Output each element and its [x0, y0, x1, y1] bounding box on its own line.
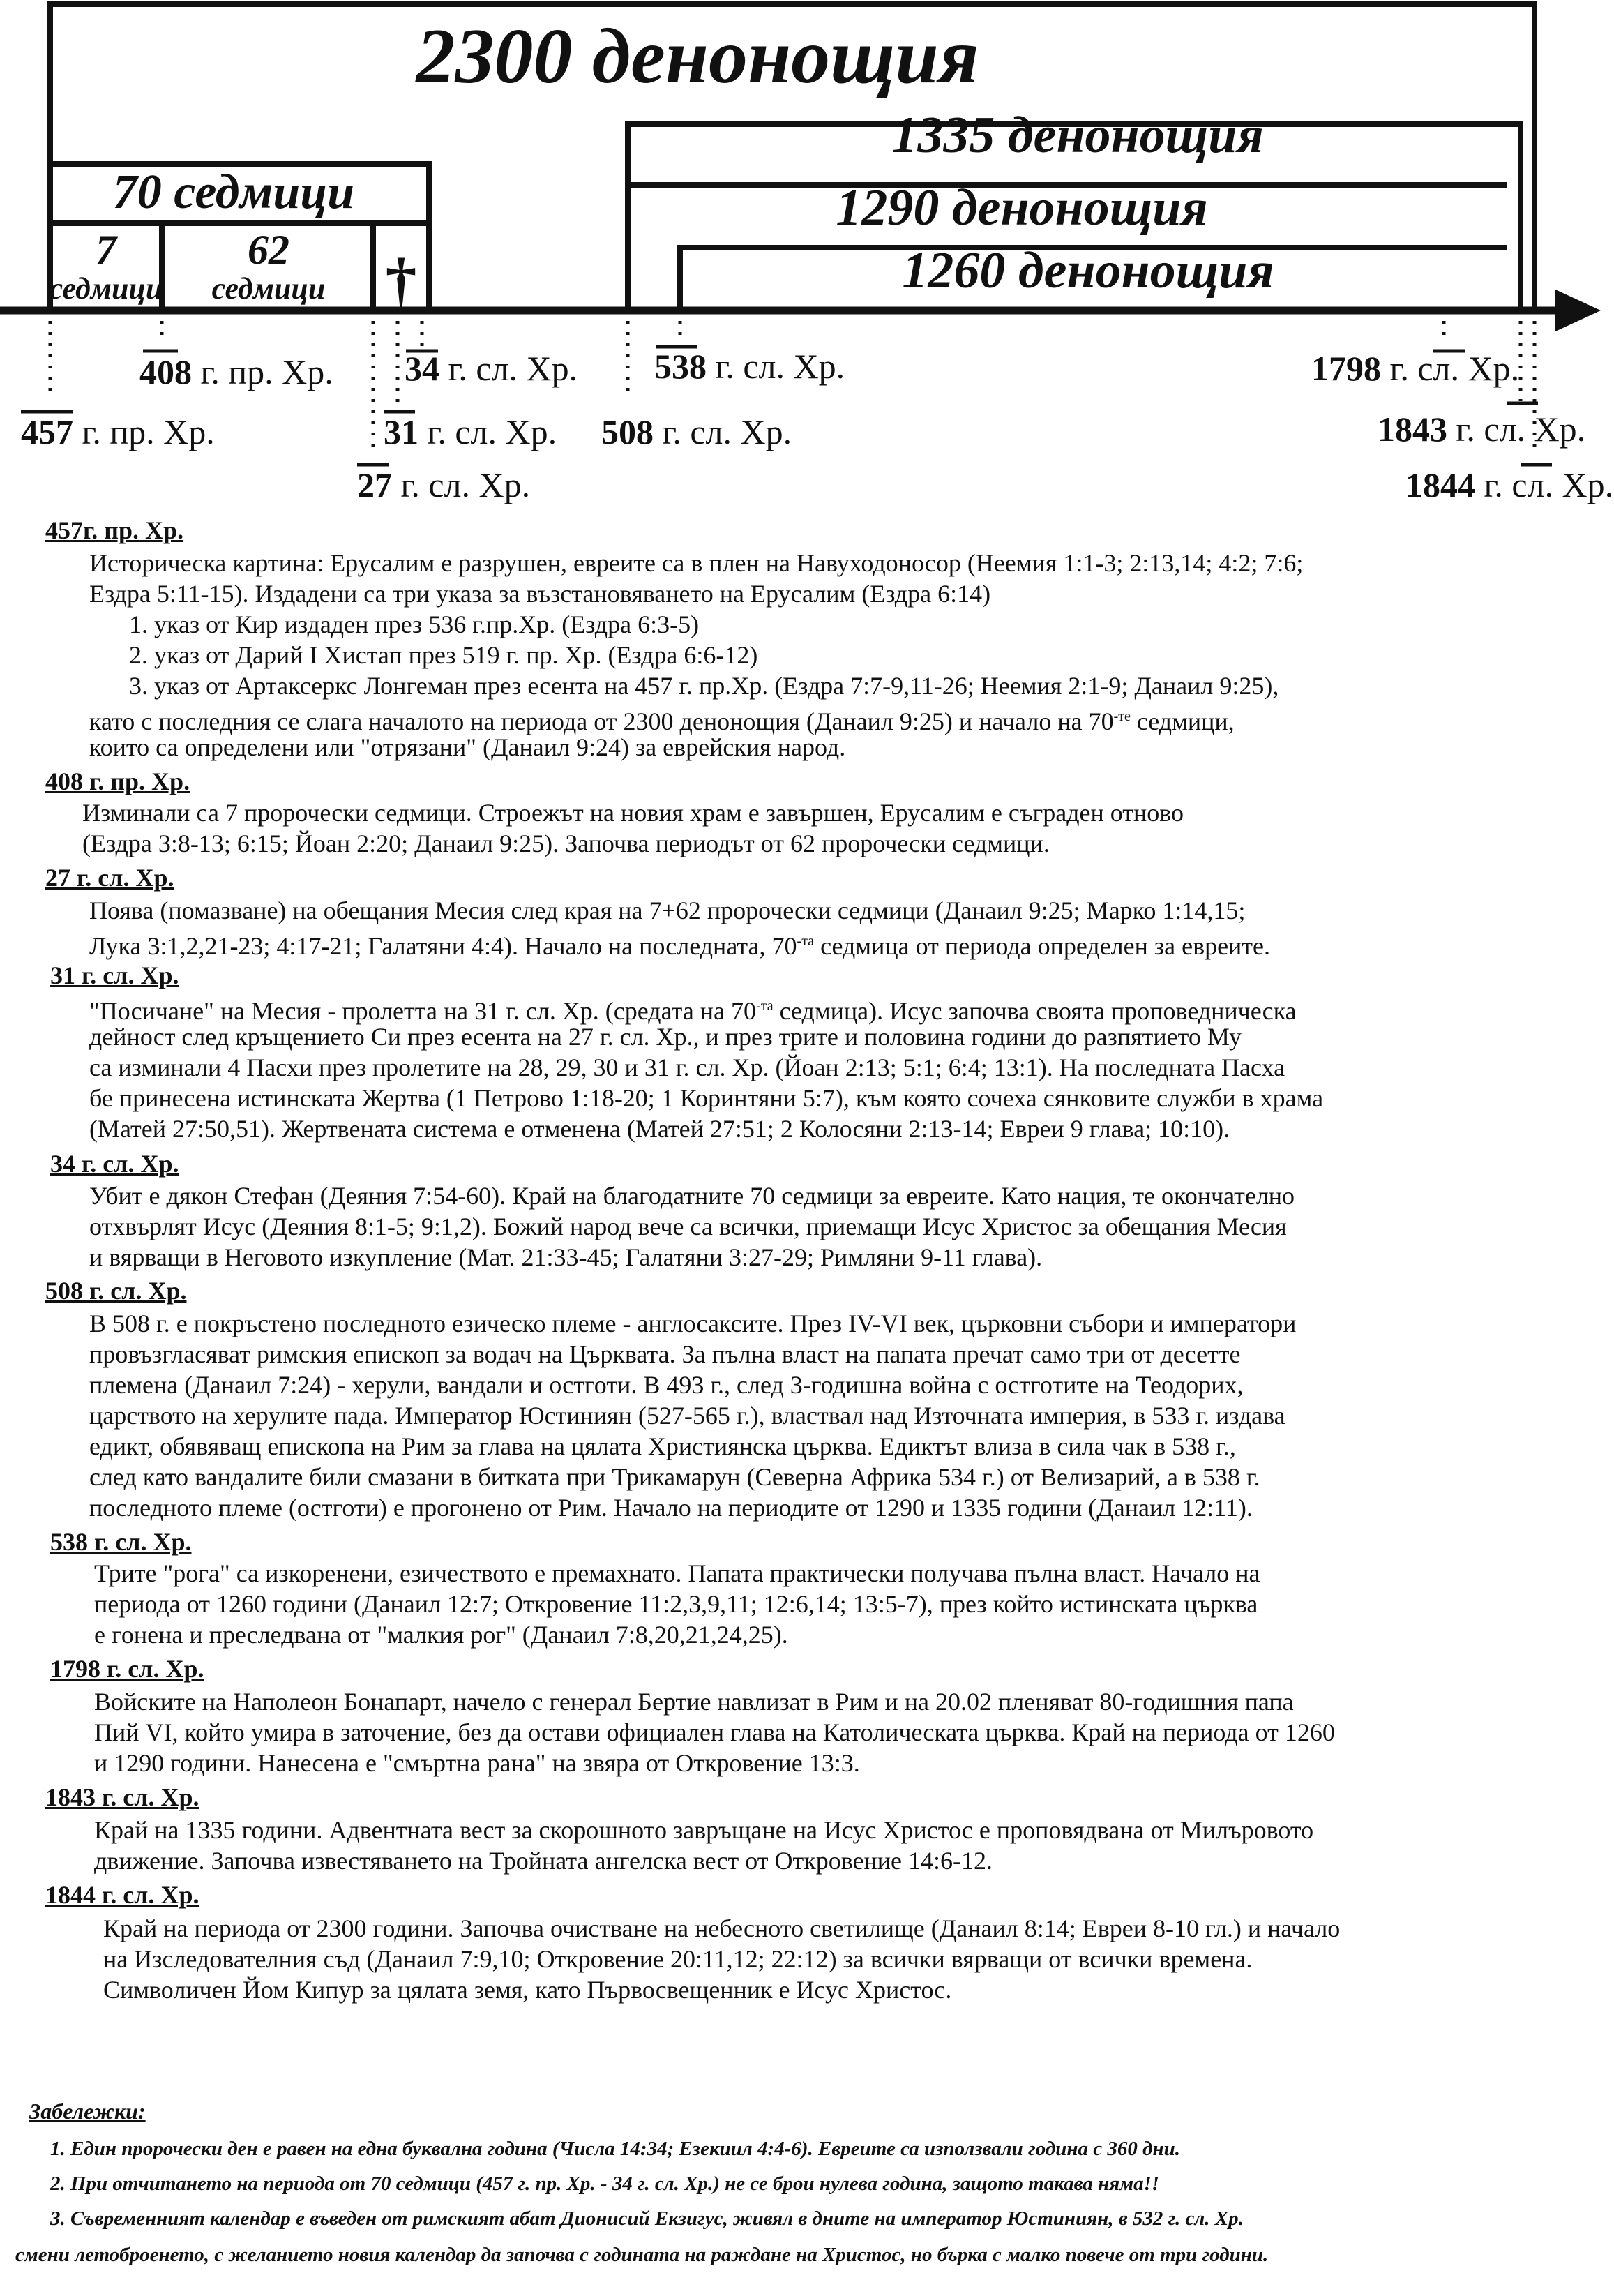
- note-item: 1. Един пророчески ден е равен на една буквална година (Числа 14:34; Езекиил 4:4-6). Евреите са използвали година с 360 дни.: [50, 2138, 1180, 2160]
- event-508-line: провъзгласяват римския епископ за водач на Църквата. За пълна власт на папата пречат само три от десетте: [89, 1340, 1241, 1368]
- event-34-line: и вярващи в Неговото изкупление (Мат. 21:33-45; Галатяни 3:27-29; Римляни 9-11 глава).: [89, 1243, 1043, 1271]
- event-date-34: 34 г. сл. Хр.: [50, 1150, 179, 1178]
- event-408-line: (Ездра 3:8-13; 6:15; Йоан 2:20; Данаил 9:25). Започва периодът от 62 пророчески седмици.: [82, 830, 1050, 857]
- event-31-line: (Матей 27:50,51). Жертвената система е отменена (Матей 27:51; 2 Колосяни 2:13-14; Евреи 9 глава; 10:10).: [89, 1115, 1230, 1143]
- label-70-weeks: 70 седмици: [112, 165, 355, 219]
- cross-icon: †: [385, 246, 417, 315]
- label-62-num: 62: [248, 227, 289, 273]
- event-27-line: Лука 3:1,2,21-23; 4:17-21; Галатяни 4:4). Начало на последната, $70^{-та}$ седмица от периода определен за евреите.: [89, 932, 1271, 960]
- event-1844-line: Край на периода от 2300 години. Започва очистване на небесното светилище (Данаил 8:14; Евреи 8-10 гл.) и начало: [103, 1914, 1341, 1942]
- event-508-line: В 508 г. е покръстено последното езическо племе - англосаксите. През IV-VI век, църковни събори и императори: [89, 1310, 1297, 1337]
- event-457-line: Историческа картина: Ерусалим е разрушен, евреите са в плен на Навуходоносор (Неемия 1:1-3; 2:13,14; 4:2; 7:6;: [89, 549, 1304, 577]
- event-31-line: бе принесена истинската Жертва (1 Петрово 1:18-20; 1 Коринтяни 5:7), към която сочеха сянковите служби в храма: [89, 1084, 1324, 1112]
- event-1843-line: Край на 1335 години. Адвентната вест за скорошното завръщане на Исус Христос е проповядвана от Милъровото: [94, 1816, 1314, 1844]
- event-457-line: 1. указ от Кир издаден през 536 г.пр.Хр. (Ездра 6:3-5): [129, 610, 700, 638]
- year-508: 508 г. сл. Хр.: [601, 412, 792, 451]
- event-1843-line: движение. Започва известяването на Тройната ангелска вест от Откровение 14:6-12.: [94, 1847, 993, 1875]
- event-1798-line: Войските на Наполеон Бонапарт, начело с генерал Бертие навлизат в Рим и на 20.02 пленяват 80-годишния папа: [94, 1688, 1294, 1716]
- event-508-line: едикт, обявяващ епископа на Рим за глава на цялата Християнска църква. Едиктът влиза в сила чак в 538 г.,: [89, 1432, 1236, 1460]
- year-538: 538 г. сл. Хр.: [654, 347, 845, 386]
- event-date-457: 457г. пр. Хр.: [45, 516, 184, 544]
- notes-title: Забележки:: [29, 2099, 146, 2124]
- event-1798-line: Пий VI, който умира в заточение, без да остави официален глава на Католическата църква. Край на периода от 1260: [94, 1718, 1335, 1746]
- label-7-num: 7: [96, 227, 116, 273]
- note-item: 3. Съвременният календар е въведен от римският абат Дионисий Екзигус, живял в дните на император Юстиниян, в 532 г. сл. Хр.: [50, 2207, 1244, 2230]
- event-34-line: Убит е дякон Стефан (Деяния 7:54-60). Край на благодатните 70 седмици за евреите. Като нация, те окончателно: [89, 1182, 1295, 1210]
- year-27: 27 г. сл. Хр.: [357, 465, 531, 504]
- event-date-27: 27 г. сл. Хр.: [45, 864, 174, 892]
- event-date-31: 31 г. сл. Хр.: [50, 961, 179, 989]
- label-2300: 2300 денонощия: [416, 13, 979, 100]
- event-34-line: отхвърлят Исус (Деяния 8:1-5; 9:1,2). Божий народ вече са всички, приемащи Исус Христос за обещания Месия: [89, 1213, 1287, 1240]
- event-31-line: дейност след кръщението Си през есента на 27 г. сл. Хр., и през трите и половина години до разпятието Му: [89, 1023, 1242, 1051]
- event-27-line: Поява (помазване) на обещания Месия след края на 7+62 пророчески седмици (Данаил 9:25; Марко 1:14,15;: [89, 896, 1246, 924]
- label-7-weeks: седмици: [49, 271, 163, 306]
- event-date-408: 408 г. пр. Хр.: [45, 767, 190, 795]
- event-457-line: Ездра 5:11-15). Издадени са три указа за възстановяването на Ерусалим (Ездра 6:14): [89, 580, 991, 608]
- event-31-line: "Посичане" на Месия - пролетта на 31 г. сл. Хр. (средата на $70^{-та}$ седмица). Исус започва своята проповедническа: [89, 997, 1297, 1025]
- event-538-line: Трите "рога" са изкоренени, езичеството е премахнато. Папата практически получава пълна власт. Начало на: [94, 1559, 1260, 1587]
- year-1844: 1844 г. сл. Хр.: [1405, 465, 1614, 504]
- event-408-line: Изминали са 7 пророчески седмици. Строежът на новия храм е завършен, Ерусалим е съграден отново: [82, 799, 1184, 827]
- event-508-line: племена (Данаил 7:24) - херули, вандали и остготи. В 493 г., след 3-годишна война с остготите на Теодорих,: [89, 1371, 1244, 1399]
- note-item: смени летоброенето, с желанието новия календар да започва с годината на раждане на Христос, но бърка с малко повече от три години.: [15, 2244, 1269, 2266]
- event-date-508: 508 г. сл. Хр.: [45, 1277, 187, 1305]
- event-1844-line: Символичен Йом Кипур за цялата земя, като Първосвещенник е Исус Христос.: [103, 1976, 952, 2004]
- event-457-line: които са определени или "отрязани" (Данаил 9:24) за еврейския народ.: [89, 733, 846, 761]
- event-1798-line: и 1290 години. Нанесена е "смъртна рана" на звяра от Откровение 13:3.: [94, 1749, 860, 1777]
- event-457-line: 3. указ от Артаксеркс Лонгеман през есента на 457 г. пр.Хр. (Ездра 7:7-9,11-26; Неемия 2:1-9; Данаил 9:25),: [129, 672, 1279, 700]
- event-457-line: като с последния се слага началото на периода от 2300 денонощия (Данаил 9:25) и начало на $70^{-те}$ седмици,: [89, 707, 1235, 735]
- event-457-line: 2. указ от Дарий I Хистап през 519 г. пр. Хр. (Ездра 6:6-12): [129, 641, 758, 669]
- event-date-1798: 1798 г. сл. Хр.: [50, 1655, 204, 1683]
- event-508-line: след като вандалите били смазани в битката при Трикамарун (Северна Африка 534 г.) от Велизарий, а в 538 г.: [89, 1463, 1260, 1491]
- label-62-weeks: седмици: [211, 271, 326, 306]
- event-31-line: са изминали 4 Пасхи през пролетите на 28, 29, 30 и 31 г. сл. Хр. (Йоан 2:13; 5:1; 6:4; 13:1). На последната Пасха: [89, 1053, 1285, 1081]
- label-1290: 1290 денонощия: [836, 179, 1208, 237]
- label-1335: 1335 денонощия: [891, 107, 1264, 164]
- event-538-line: периода от 1260 години (Данаил 12:7; Откровение 11:2,3,9,11; 12:6,14; 13:5-7), през който истинската църква: [94, 1590, 1258, 1618]
- event-1844-line: на Изследователния съд (Данаил 7:9,10; Откровение 20:11,12; 22:12) за всички вярващи от всички времена.: [103, 1945, 1253, 1973]
- event-508-line: царството на херулите пада. Император Юстиниян (527-565 г.), властвал над Източната империя, в 533 г. издава: [89, 1402, 1285, 1430]
- event-date-1843: 1843 г. сл. Хр.: [45, 1783, 199, 1811]
- event-508-line: последното племе (остготи) е прогонено от Рим. Начало на периодите от 1290 и 1335 години (Данаил 12:11).: [89, 1494, 1253, 1522]
- year-408: 408 г. пр. Хр.: [139, 352, 333, 391]
- event-date-1844: 1844 г. сл. Хр.: [45, 1881, 199, 1909]
- event-date-538: 538 г. сл. Хр.: [50, 1528, 192, 1556]
- year-1843: 1843 г. сл. Хр.: [1378, 410, 1586, 449]
- note-item: 2. При отчитането на периода от 70 седмици (457 г. пр. Хр. - 34 г. сл. Хр.) не се брои нулева година, защото такава няма!!: [50, 2173, 1160, 2195]
- year-1798: 1798 г. сл. Хр.: [1311, 349, 1520, 388]
- label-1260: 1260 денонощия: [902, 242, 1274, 299]
- year-457: 457 г. пр. Хр.: [21, 412, 215, 451]
- event-538-line: е гонена и преследвана от "малкия рог" (Данаил 7:8,20,21,24,25).: [94, 1621, 788, 1649]
- year-31: 31 г. сл. Хр.: [384, 412, 557, 451]
- year-34: 34 г. сл. Хр.: [405, 349, 578, 388]
